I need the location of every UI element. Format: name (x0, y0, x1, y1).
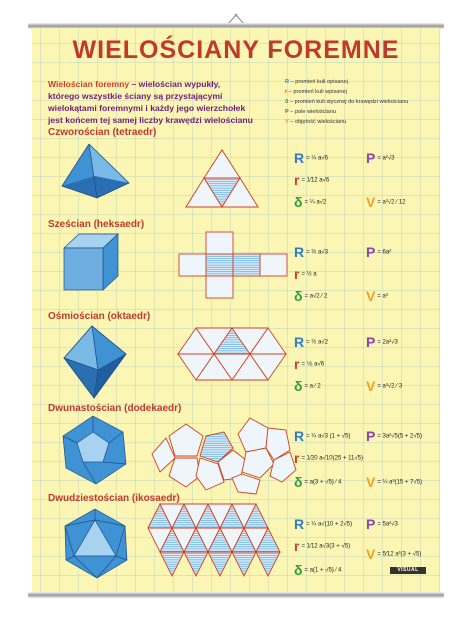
cube-formula-r (294, 266, 317, 282)
formula-symbol-delta: δ (294, 562, 303, 578)
dodeca-formula-r (294, 450, 363, 466)
formula-value: = a³√2 ⁄ 3 (377, 383, 403, 390)
formula-symbol-P: P (366, 428, 376, 444)
formula-value: = a³ (377, 293, 388, 300)
dodeca-formula-R (294, 428, 350, 444)
formula-symbol-r: r (294, 356, 300, 372)
dodeca-formula-V (366, 474, 422, 490)
section-title-octahedron: Ośmiościan (oktaedr) (48, 311, 151, 322)
legend-P (285, 110, 336, 116)
legend-r-text: – promień kuli wpisanej (287, 89, 347, 95)
formula-value: = 1⁄12 a√3(3 + √5) (301, 543, 351, 550)
formula-symbol-R: R (294, 428, 305, 444)
formula-symbol-delta: δ (294, 474, 303, 490)
legend-r (285, 90, 347, 96)
formula-symbol-V: V (366, 474, 376, 490)
octa-formula-R (294, 334, 328, 350)
dodeca-formula-delta (294, 474, 341, 490)
legend-delta-symbol: δ (285, 99, 289, 105)
cube-formula-P (366, 244, 391, 260)
formula-value: = 1⁄20 a√10(25 + 11√5) (301, 455, 363, 462)
formula-value: = 5a²√3 (377, 521, 398, 528)
tetra-formula-P (366, 150, 394, 166)
formula-symbol-R: R (294, 150, 305, 166)
formula-value: = ¼ a√3 (1 + √5) (306, 433, 351, 440)
formula-symbol-delta: δ (294, 378, 303, 394)
icosa-formula-r (294, 538, 350, 554)
bottom-rod (28, 592, 444, 598)
formula-symbol-P: P (366, 334, 376, 350)
formula-value: = a(3 + √5) ⁄ 4 (304, 479, 342, 486)
formula-symbol-delta: δ (294, 194, 303, 210)
formula-value: = a²√3 (377, 155, 395, 162)
formula-value: = ½ a (301, 271, 317, 278)
publisher-logo: VISUAL (390, 567, 426, 574)
tetra-formula-r (294, 172, 329, 188)
formula-value: = a³√2 ⁄ 12 (377, 199, 406, 206)
dodeca-formula-P (366, 428, 422, 444)
cube-formula-V (366, 288, 388, 304)
octahedron-net (178, 328, 286, 380)
hanger-hook (228, 14, 244, 24)
section-title-tetrahedron: Czworościan (tetraedr) (48, 127, 157, 138)
formula-value: = a√2 ⁄ 2 (304, 293, 328, 300)
legend-V-text: – objętość wielościanu (288, 119, 347, 125)
definition-line-1-rest: – wielościan wypukły, (129, 79, 221, 89)
section-title-dodecahedron: Dwunastościan (dodekaedr) (48, 403, 182, 414)
formula-symbol-r: r (294, 172, 300, 188)
definition-term: Wielościan foremny (48, 79, 130, 89)
section-title-cube: Sześcian (heksaedr) (48, 219, 145, 230)
section-title-icosahedron: Dwudziestościan (ikosaedr) (48, 493, 180, 504)
legend-V (285, 120, 346, 126)
formula-symbol-P: P (366, 244, 376, 260)
legend-P-symbol: P (285, 109, 289, 115)
formula-symbol-P: P (366, 516, 376, 532)
octa-formula-V (366, 378, 402, 394)
formula-value: = ½ a√2 (306, 339, 328, 346)
definition-line-4: jest końcem tej samej liczby krawędzi wielościanu (48, 115, 253, 125)
tetra-formula-R (294, 150, 328, 166)
octa-formula-P (366, 334, 398, 350)
formula-value: = ⅙ a√6 (301, 361, 325, 368)
legend-delta-text: – promień kuli stycznej do krawędzi wielościanu (288, 99, 409, 105)
icosa-formula-V (366, 546, 421, 562)
formula-value: = 2a²√3 (377, 339, 398, 346)
formula-symbol-R: R (294, 334, 305, 350)
formula-value: = ¼ a√6 (306, 155, 328, 162)
formula-symbol-V: V (366, 194, 376, 210)
icosa-formula-P (366, 516, 398, 532)
formula-value: = ¼ a√2 (304, 199, 327, 206)
formula-value: = ¼ a√(10 + 2√5) (306, 521, 353, 528)
formula-symbol-r: r (294, 266, 300, 282)
legend-V-symbol: V (285, 119, 289, 125)
formula-value: = 5⁄12 a³(3 + √5) (377, 551, 422, 558)
legend-R (285, 80, 348, 86)
formula-value: = 1⁄12 a√6 (301, 177, 330, 184)
legend-R-symbol: R (285, 79, 290, 85)
cube-formula-delta (294, 288, 327, 304)
definition-line-1 (48, 80, 220, 89)
formula-value: = 6a² (377, 249, 392, 256)
icosa-formula-delta (294, 562, 341, 578)
formula-value: = a ⁄ 2 (304, 383, 321, 390)
formula-symbol-r: r (294, 538, 300, 554)
octa-formula-r (294, 356, 324, 372)
formula-symbol-r: r (294, 450, 300, 466)
formula-symbol-R: R (294, 244, 305, 260)
octa-formula-delta (294, 378, 321, 394)
formula-symbol-P: P (366, 150, 376, 166)
formula-symbol-V: V (366, 378, 376, 394)
legend-P-text: – pole wielościanu (288, 109, 336, 115)
cube-formula-R (294, 244, 328, 260)
formula-symbol-V: V (366, 546, 376, 562)
tetra-formula-V (366, 194, 406, 210)
formula-symbol-delta: δ (294, 288, 303, 304)
formula-value: = 3a²√5(5 + 2√5) (377, 433, 422, 440)
formula-symbol-R: R (294, 516, 305, 532)
legend-delta (285, 100, 408, 106)
legend-r-symbol: r (285, 89, 288, 95)
definition-line-2: którego wszystkie ściany są przystającymi (48, 91, 223, 101)
cube-solid (64, 234, 118, 290)
tetra-formula-delta (294, 194, 326, 210)
formula-value: = a(1 + √5) ⁄ 4 (304, 567, 342, 574)
legend-R-text: – promień kuli opisanej (289, 79, 348, 85)
formula-value: = ½ a√3 (306, 249, 328, 256)
icosa-formula-R (294, 516, 352, 532)
formula-symbol-V: V (366, 288, 376, 304)
formula-value: = ¼ a³(15 + 7√5) (377, 479, 422, 486)
poster-title: WIELOŚCIANY FOREMNE (72, 36, 400, 64)
definition-line-3: wielokątami foremnymi i każdy jego wierzchołek (48, 103, 246, 113)
